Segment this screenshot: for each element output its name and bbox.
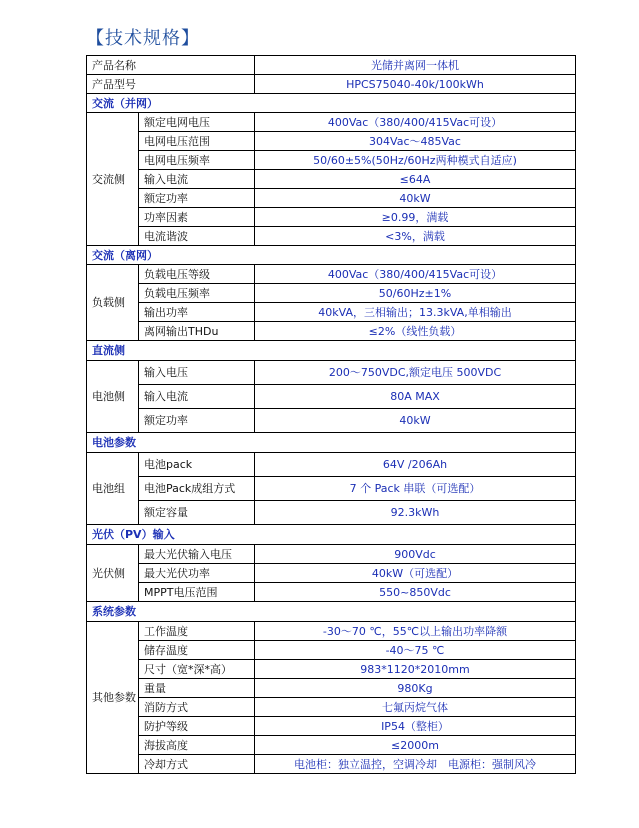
spec-label: 功率因素: [139, 208, 255, 227]
spec-row: [87, 736, 576, 755]
spec-value: 400Vac（380/400/415Vac可设）: [255, 265, 576, 284]
group-label: 电池侧: [87, 361, 139, 433]
spec-label: 离网输出THDu: [139, 322, 255, 341]
spec-row: [87, 564, 576, 583]
spec-value: 64V /206Ah: [255, 453, 576, 477]
spec-value: IP54（整柜）: [255, 717, 576, 736]
spec-row: [87, 698, 576, 717]
spec-row: [87, 303, 576, 322]
spec-label: 电网电压频率: [139, 151, 255, 170]
spec-value: 550~850Vdc: [255, 583, 576, 602]
group-label: 电池组: [87, 453, 139, 525]
header-value: HPCS75040-40k/100kWh: [255, 75, 576, 94]
spec-row: [87, 477, 576, 501]
spec-label: 负载电压等级: [139, 265, 255, 284]
section-heading: [87, 525, 576, 545]
header-label: 产品型号: [87, 75, 255, 94]
spec-value: 200～750VDC,额定电压 500VDC: [255, 361, 576, 385]
spec-row: [87, 208, 576, 227]
spec-row: [87, 189, 576, 208]
spec-value: -30～70 ℃，55℃以上输出功率降额: [255, 622, 576, 641]
spec-value: 7 个 Pack 串联（可选配）: [255, 477, 576, 501]
header-label: 产品名称: [87, 56, 255, 75]
spec-row: [87, 361, 576, 385]
spec-label: MPPT电压范围: [139, 583, 255, 602]
section-heading: [87, 433, 576, 453]
spec-label: 电池pack: [139, 453, 255, 477]
spec-value: 40kVA，三相输出；13.3kVA,单相输出: [255, 303, 576, 322]
spec-label: 输入电压: [139, 361, 255, 385]
spec-row: [87, 170, 576, 189]
spec-value: 304Vac～485Vac: [255, 132, 576, 151]
section-title: 电池参数: [87, 433, 576, 453]
spec-value: ≥0.99，满载: [255, 208, 576, 227]
spec-row: [87, 545, 576, 564]
spec-label: 电网电压范围: [139, 132, 255, 151]
spec-value: ≤64A: [255, 170, 576, 189]
spec-value: 40kW: [255, 189, 576, 208]
spec-value: 400Vac（380/400/415Vac可设）: [255, 113, 576, 132]
spec-row: [87, 284, 576, 303]
spec-row: [87, 322, 576, 341]
spec-label: 输入电流: [139, 385, 255, 409]
group-label: 负载侧: [87, 265, 139, 341]
spec-label: 海拔高度: [139, 736, 255, 755]
spec-label: 消防方式: [139, 698, 255, 717]
spec-label: 额定功率: [139, 189, 255, 208]
section-title: 系统参数: [87, 602, 576, 622]
spec-value: 50/60Hz±1%: [255, 284, 576, 303]
spec-row: [87, 265, 576, 284]
spec-label: 最大光伏输入电压: [139, 545, 255, 564]
spec-row: [87, 501, 576, 525]
group-label: 其他参数: [87, 622, 139, 774]
spec-value: <3%，满载: [255, 227, 576, 246]
page-title: 【技术规格】: [86, 28, 200, 49]
spec-row: [87, 385, 576, 409]
spec-label: 冷却方式: [139, 755, 255, 774]
spec-row: [87, 679, 576, 698]
section-title: 交流（并网）: [87, 94, 576, 113]
group-label: 光伏侧: [87, 545, 139, 602]
spec-value: 七氟丙烷气体: [255, 698, 576, 717]
spec-row: [87, 622, 576, 641]
spec-label: 输入电流: [139, 170, 255, 189]
header-row: [87, 75, 576, 94]
section-heading: [87, 341, 576, 361]
spec-label: 输出功率: [139, 303, 255, 322]
group-label: 交流侧: [87, 113, 139, 246]
section-heading: [87, 94, 576, 113]
spec-value: 980Kg: [255, 679, 576, 698]
section-title: 交流（离网）: [87, 246, 576, 265]
spec-value: ≤2000m: [255, 736, 576, 755]
spec-row: [87, 755, 576, 774]
spec-row: [87, 409, 576, 433]
spec-value: -40～75 ℃: [255, 641, 576, 660]
spec-row: [87, 660, 576, 679]
spec-label: 额定功率: [139, 409, 255, 433]
spec-row: [87, 227, 576, 246]
spec-row: [87, 132, 576, 151]
spec-label: 电流谐波: [139, 227, 255, 246]
spec-label: 尺寸（宽*深*高）: [139, 660, 255, 679]
spec-row: [87, 113, 576, 132]
spec-value: 40kW（可选配）: [255, 564, 576, 583]
section-title: 直流侧: [87, 341, 576, 361]
spec-label: 工作温度: [139, 622, 255, 641]
section-title: 光伏（PV）输入: [87, 525, 576, 545]
spec-label: 负载电压频率: [139, 284, 255, 303]
spec-label: 最大光伏功率: [139, 564, 255, 583]
header-row: [87, 56, 576, 75]
spec-value: ≤2%（线性负载）: [255, 322, 576, 341]
spec-value: 983*1120*2010mm: [255, 660, 576, 679]
spec-row: [87, 641, 576, 660]
spec-label: 重量: [139, 679, 255, 698]
spec-label: 额定容量: [139, 501, 255, 525]
spec-value: 电池柜：独立温控，空调冷却 电源柜：强制风冷: [255, 755, 576, 774]
spec-row: [87, 717, 576, 736]
spec-label: 防护等级: [139, 717, 255, 736]
spec-value: 900Vdc: [255, 545, 576, 564]
spec-label: 储存温度: [139, 641, 255, 660]
spec-label: 额定电网电压: [139, 113, 255, 132]
spec-value: 50/60±5%(50Hz/60Hz两种模式自适应): [255, 151, 576, 170]
section-heading: [87, 602, 576, 622]
spec-row: [87, 151, 576, 170]
spec-value: 40kW: [255, 409, 576, 433]
section-heading: [87, 246, 576, 265]
spec-value: 80A MAX: [255, 385, 576, 409]
spec-value: 92.3kWh: [255, 501, 576, 525]
spec-table: [86, 55, 576, 774]
spec-row: [87, 583, 576, 602]
header-value: 光储并离网一体机: [255, 56, 576, 75]
spec-row: [87, 453, 576, 477]
spec-label: 电池Pack成组方式: [139, 477, 255, 501]
